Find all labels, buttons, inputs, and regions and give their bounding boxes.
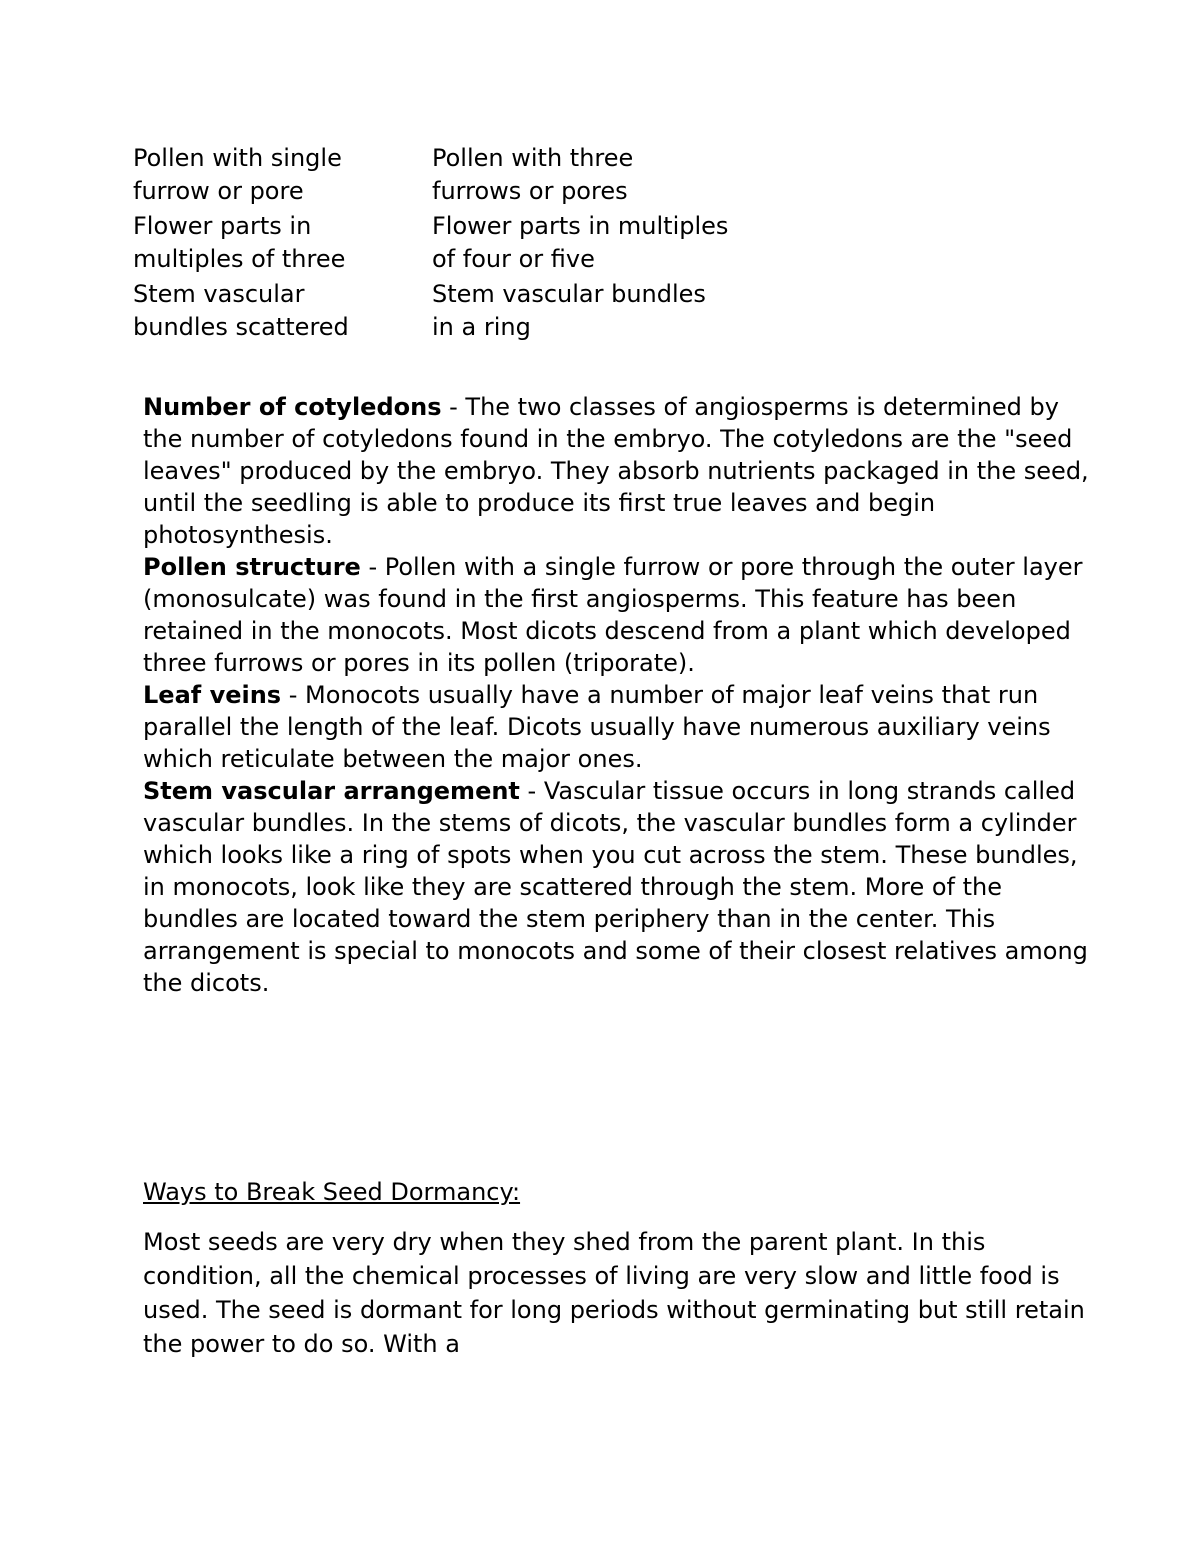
cell-line: in a ring [432, 313, 531, 341]
cell-line: furrows or pores [432, 177, 628, 205]
dicot-cell [432, 278, 728, 346]
table-row [133, 142, 728, 210]
cell-line: Pollen with three [432, 144, 634, 172]
feature-paragraph-leaf-veins [143, 679, 1103, 775]
feature-text: - Vascular tissue occurs in long strands called vascular bundles. In the stems of dicots, the vascular bundles form a cylinder which looks like a ring of spots when you cut across the stem. These bundles, in monocots, look like they are scattered through the stem. More of the bundles are located toward the stem periphery than in the center. This arrangement is special to monocots and some of their closest relatives among the dicots. [143, 777, 1088, 997]
cell-line: of four or five [432, 245, 595, 273]
feature-term: Stem vascular arrangement [143, 777, 520, 805]
cell-line: multiples of three [133, 245, 346, 273]
cell-line: furrow or pore [133, 177, 304, 205]
monocot-cell [133, 142, 432, 210]
monocot-dicot-comparison-table [133, 142, 728, 346]
feature-term: Number of cotyledons [143, 393, 442, 421]
cell-line: bundles scattered [133, 313, 349, 341]
cell-line: Stem vascular [133, 280, 305, 308]
monocot-cell [133, 278, 432, 346]
cell-line: Flower parts in [133, 212, 312, 240]
dormancy-paragraph: Most seeds are very dry when they shed from the parent plant. In this condition, all the chemical processes of living are very slow and little food is used. The seed is dormant for long periods without germinating but still retain the power to do so. With a [143, 1228, 1085, 1358]
feature-term: Pollen structure [143, 553, 361, 581]
feature-paragraph-pollen [143, 551, 1103, 679]
monocot-cell [133, 210, 432, 278]
dicot-cell [432, 210, 728, 278]
feature-paragraph-cotyledons [143, 391, 1103, 551]
feature-term: Leaf veins [143, 681, 282, 709]
dicot-cell [432, 142, 728, 210]
feature-text: - Pollen with a single furrow or pore through the outer layer (monosulcate) was found in the first angiosperms. This feature has been retained in the monocots. Most dicots descend from a plant which developed three furrows or pores in its pollen (triporate). [143, 553, 1083, 677]
cell-line: Flower parts in multiples [432, 212, 729, 240]
table-row [133, 278, 728, 346]
feature-paragraph-stem-vascular [143, 775, 1103, 999]
cell-line: Pollen with single [133, 144, 342, 172]
feature-descriptions [143, 391, 1103, 999]
dormancy-heading: Ways to Break Seed Dormancy: [143, 1178, 521, 1206]
feature-text: - Monocots usually have a number of major leaf veins that run parallel the length of the leaf. Dicots usually have numerous auxiliary veins which reticulate between the major ones. [143, 681, 1051, 773]
feature-text: - The two classes of angiosperms is determined by the number of cotyledons found in the embryo. The cotyledons are the "seed leaves" produced by the embryo. They absorb nutrients packaged in the seed, until the seedling is able to produce its first true leaves and begin photosynthesis. [143, 393, 1089, 549]
cell-line: Stem vascular bundles [432, 280, 706, 308]
table-row [133, 210, 728, 278]
